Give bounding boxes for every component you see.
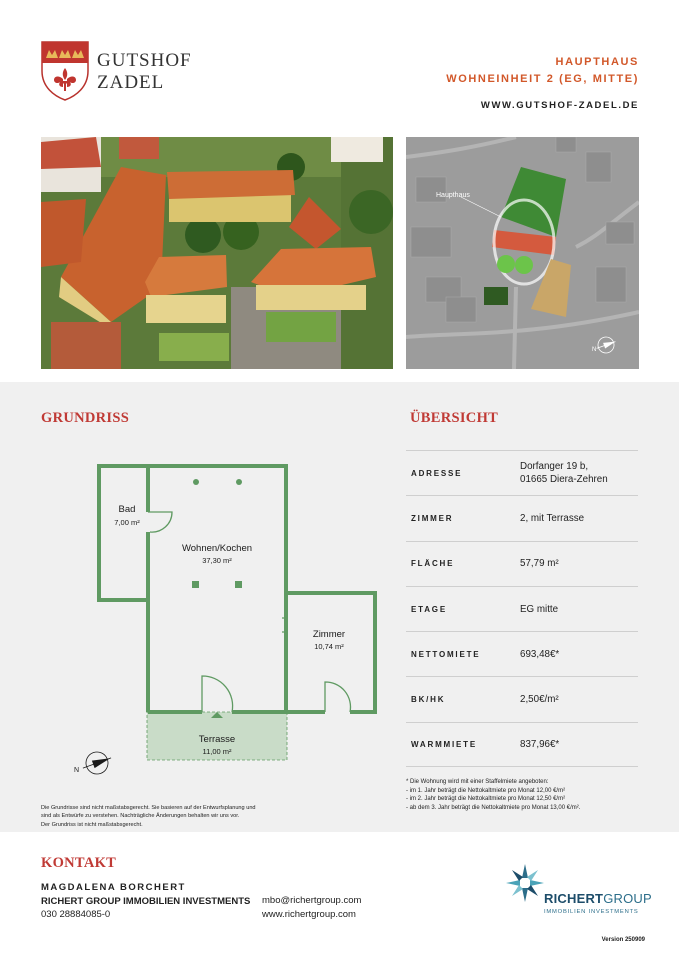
contact-phone[interactable]: 030 28884085-0 <box>41 909 111 921</box>
room-zimmer-area: 10,74 m² <box>314 642 344 651</box>
contact-name: MAGDALENA BORCHERT <box>41 882 186 893</box>
row-value <box>520 587 558 631</box>
row-value <box>520 632 559 676</box>
row-value <box>520 451 608 495</box>
overview-row-zimmer <box>406 495 638 540</box>
room-zimmer-name: Zimmer <box>312 629 346 640</box>
contact-email-link[interactable]: mbo@richertgroup.com <box>262 895 362 906</box>
overview-title: ÜBERSICHT <box>410 410 499 426</box>
row-value-line-2: 01665 Diera-Zehren <box>520 474 608 486</box>
map-label-haupthaus: Haupthaus <box>436 192 470 199</box>
overview-row-warmmiete <box>406 722 638 767</box>
contact-person <box>41 881 250 922</box>
contact-company: RICHERT GROUP IMMOBILIEN INVESTMENTS <box>41 895 251 907</box>
footnote-line: - im 2. Jahr beträgt die Nettokaltmiete pro Monat 12,50 €/m² <box>406 796 566 803</box>
row-label: ZIMMER <box>411 513 454 523</box>
room-wohnen-name: Wohnen/Kochen <box>181 543 253 554</box>
header-unit-info <box>446 54 639 88</box>
contact-links <box>262 894 361 921</box>
overview-row-nettomiete <box>406 631 638 676</box>
building-label: HAUPTHAUS <box>555 56 639 68</box>
floor-plan <box>40 450 400 790</box>
logo-line-1: GUTSHOF <box>97 50 192 71</box>
row-value <box>520 723 559 766</box>
brand-name-a: RICHERT <box>544 891 604 906</box>
contact-web-link[interactable]: www.richertgroup.com <box>262 908 356 920</box>
overview-row-adresse <box>406 450 638 495</box>
overview-row-flaeche <box>406 541 638 586</box>
rent-footnote <box>406 778 580 812</box>
room-terrasse-area: 11,00 m² <box>202 747 232 756</box>
version-label: Version 250909 <box>601 937 645 943</box>
overview-table <box>406 450 638 767</box>
floorplan-disclaimer <box>41 804 256 829</box>
brand-name-b: GROUP <box>603 891 652 906</box>
footnote-line: - ab dem 3. Jahr beträgt die Nettokaltmiete pro Monat 13,00 €/m². <box>406 804 581 811</box>
row-value <box>520 542 559 586</box>
row-value <box>520 496 584 540</box>
row-label: ADRESSE <box>411 468 463 478</box>
overview-row-bkhk <box>406 676 638 721</box>
contact-title: KONTAKT <box>41 855 117 871</box>
logo-line-2: ZADEL <box>97 72 165 93</box>
row-value <box>520 677 559 721</box>
row-value-line: Dorfanger 19 b, <box>520 461 589 473</box>
website-link[interactable]: WWW.GUTSHOF-ZADEL.DE <box>480 100 639 111</box>
floorplan-compass-icon <box>79 748 115 779</box>
map-compass-label: N <box>592 347 597 353</box>
disclaimer-line: Der Grundriss ist nicht maßstabsgerecht. <box>41 821 143 828</box>
site-map <box>406 137 639 369</box>
disclaimer-line: sind als Entwürfe zu verstehen. Nachträgliche Änderungen behalten wir uns vor. <box>41 813 240 820</box>
aerial-photo <box>41 137 393 369</box>
row-label: BK/HK <box>411 695 446 705</box>
gutshof-crest-logo <box>41 41 89 101</box>
logo-wordmark <box>97 50 192 94</box>
richertgroup-star-logo-icon <box>505 862 545 904</box>
floorplan-compass-label: N <box>74 767 80 774</box>
disclaimer-line: Die Grundrisse sind nicht maßstabsgerecht. Sie basieren auf der Entwurfsplanung und <box>41 805 256 811</box>
row-label: FLÄCHE <box>411 559 455 569</box>
row-label: NETTOMIETE <box>411 649 481 659</box>
unit-label: WOHNEINHEIT 2 (EG, MITTE) <box>446 73 639 85</box>
brand-name <box>544 891 652 906</box>
row-value-line: 2, mit Terrasse <box>520 512 585 524</box>
footnote-line: - im 1. Jahr beträgt die Nettokaltmiete pro Monat 12,00 €/m² <box>406 787 566 794</box>
room-bad-name: Bad <box>118 504 136 515</box>
row-label: ETAGE <box>411 604 447 614</box>
room-terrasse-name: Terrasse <box>198 734 236 745</box>
floorplan-title: GRUNDRISS <box>41 410 130 426</box>
room-wohnen-area: 37,30 m² <box>202 556 232 565</box>
room-bad-area: 7,00 m² <box>114 518 140 527</box>
footnote-line: * Die Wohnung wird mit einer Staffelmiete angeboten: <box>406 779 549 785</box>
row-value-line: 57,79 m² <box>520 558 559 570</box>
row-value-line: 2,50€/m² <box>520 694 559 706</box>
row-value-line: 837,96€* <box>520 738 560 750</box>
row-value-line: EG mitte <box>520 603 559 615</box>
overview-row-etage <box>406 586 638 631</box>
row-label: WARMMIETE <box>411 739 477 749</box>
row-value-line: 693,48€* <box>520 648 560 660</box>
brand-tagline: IMMOBILIEN INVESTMENTS <box>544 909 639 915</box>
